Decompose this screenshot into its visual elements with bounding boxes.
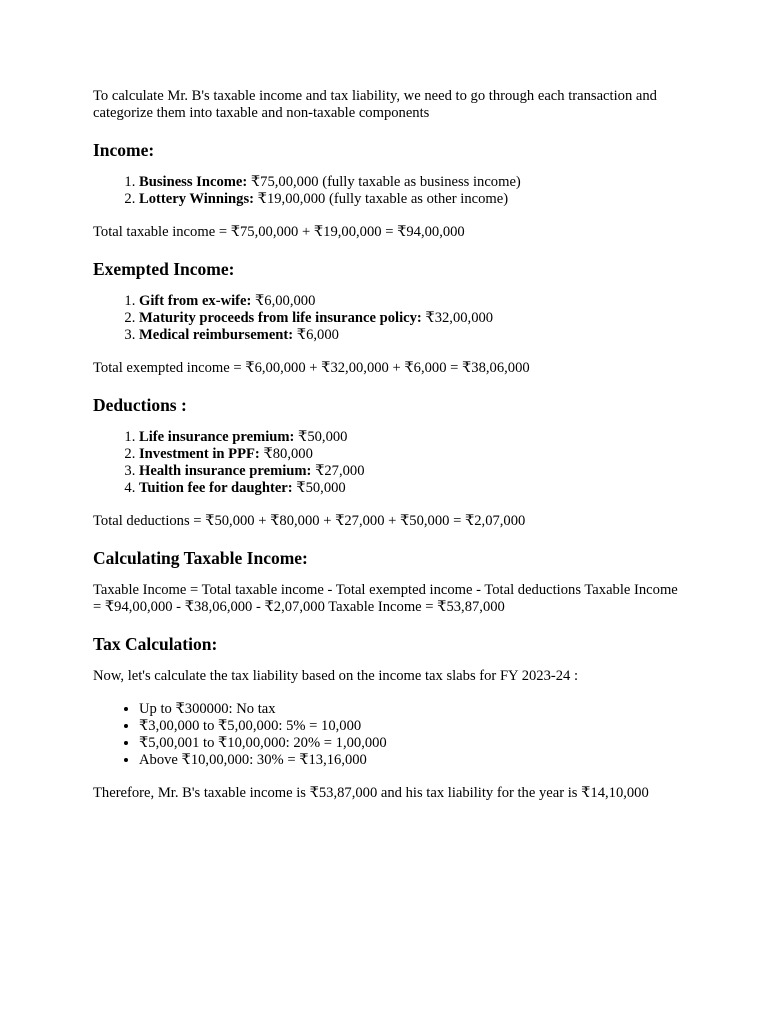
deductions-list xyxy=(93,429,678,497)
item-value: ₹75,00,000 (fully taxable as business income) xyxy=(247,174,521,190)
item-label: Medical reimbursement: xyxy=(139,327,294,343)
list-item xyxy=(139,191,678,208)
taxable-paragraph: Taxable Income = Total taxable income - Total exempted income - Total deductions Taxable Income = ₹94,00,000 - ₹38,06,000 - ₹2,07,000 Taxable Income = ₹53,87,000 xyxy=(93,582,678,615)
list-item: • ₹3,00,000 to ₹5,00,000: 5% = 10,000 xyxy=(139,718,678,735)
item-label: Gift from ex-wife: xyxy=(139,293,252,309)
list-item: • Up to ₹300000: No tax xyxy=(139,701,678,718)
item-value: ₹80,000 xyxy=(259,446,313,462)
item-value: ₹50,000 xyxy=(292,480,346,496)
tax-heading: Tax Calculation: xyxy=(93,634,218,654)
list-item xyxy=(139,446,678,463)
intro-paragraph: To calculate Mr. B's taxable income and tax liability, we need to go through each transaction and categorize them into taxable and non-taxable components xyxy=(93,88,657,121)
income-heading: Income: xyxy=(93,140,155,160)
list-item xyxy=(139,310,678,327)
deductions-total: Total deductions = ₹50,000 + ₹80,000 + ₹27,000 + ₹50,000 = ₹2,07,000 xyxy=(93,513,526,529)
exempted-total: Total exempted income = ₹6,00,000 + ₹32,00,000 + ₹6,000 = ₹38,06,000 xyxy=(93,360,530,376)
list-item xyxy=(139,480,678,497)
item-label: Investment in PPF: xyxy=(139,446,260,462)
list-item xyxy=(139,429,678,446)
item-value: ₹6,00,000 xyxy=(251,293,316,309)
income-total: Total taxable income = ₹75,00,000 + ₹19,00,000 = ₹94,00,000 xyxy=(93,224,465,240)
list-item xyxy=(139,293,678,310)
item-label: Life insurance premium: xyxy=(139,429,295,445)
list-item xyxy=(139,327,678,344)
item-label: Lottery Winnings: xyxy=(139,191,255,207)
item-value: ₹19,00,000 (fully taxable as other income) xyxy=(254,191,509,207)
item-value: ₹27,000 xyxy=(311,463,365,479)
tax-slab-list xyxy=(93,701,678,769)
conclusion-paragraph: Therefore, Mr. B's taxable income is ₹53,87,000 and his tax liability for the year is ₹14,10,000 xyxy=(93,785,649,801)
tax-intro: Now, let's calculate the tax liability based on the income tax slabs for FY 2023-24 : xyxy=(93,668,579,684)
exempted-list xyxy=(93,293,678,344)
item-label: Health insurance premium: xyxy=(139,463,312,479)
item-label: Tuition fee for daughter: xyxy=(139,480,293,496)
income-list xyxy=(93,174,678,208)
item-label: Business Income: xyxy=(139,174,248,190)
list-item xyxy=(139,463,678,480)
list-item xyxy=(139,174,678,191)
item-value: ₹32,00,000 xyxy=(421,310,494,326)
list-item: • Above ₹10,00,000: 30% = ₹13,16,000 xyxy=(139,752,678,769)
deductions-heading: Deductions : xyxy=(93,395,187,415)
item-label: Maturity proceeds from life insurance policy: xyxy=(139,310,422,326)
list-item: • ₹5,00,001 to ₹10,00,000: 20% = 1,00,000 xyxy=(139,735,678,752)
item-value: ₹50,000 xyxy=(294,429,348,445)
exempted-heading: Exempted Income: xyxy=(93,259,235,279)
item-value: ₹6,000 xyxy=(293,327,339,343)
taxable-heading: Calculating Taxable Income: xyxy=(93,548,308,568)
